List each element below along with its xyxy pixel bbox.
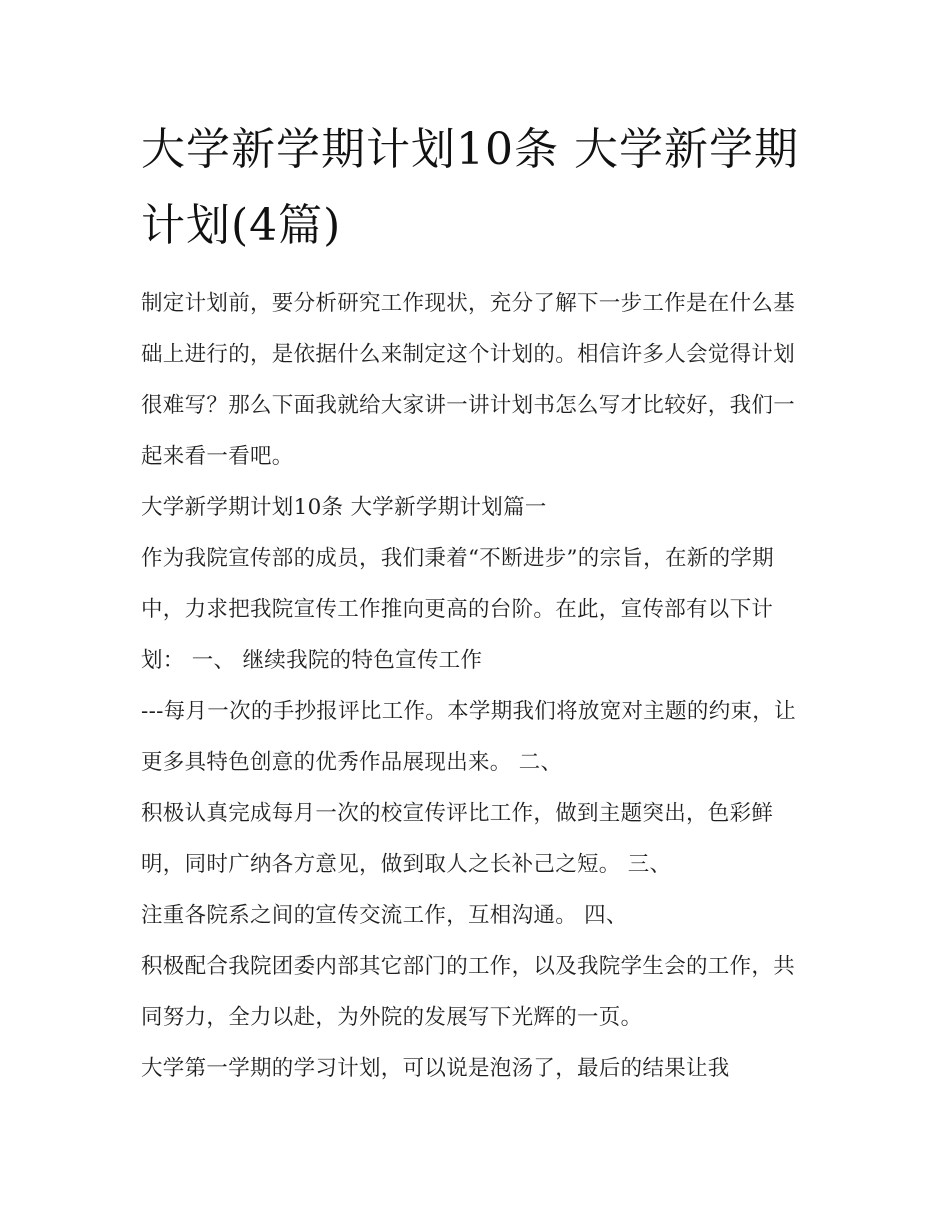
paragraph-plan-item-4: 积极配合我院团委内部其它部门的工作，以及我院学生会的工作，共同努力，全力以赴，为外院的发展写下光辉的一页。 bbox=[141, 954, 796, 1030]
paragraph-intro: 制定计划前，要分析研究工作现状，充分了解下一步工作是在什么基础上进行的，是依据什么来制定这个计划的。相信许多人会觉得计划很难写？那么下面我就给大家讲一讲计划书怎么写才比较好，我们一起来看一看吧。 bbox=[141, 291, 796, 469]
document-content bbox=[141, 112, 813, 1094]
paragraph-plan-intro: 作为我院宣传部的成员，我们秉着“不断进步”的宗旨，在新的学期中，力求把我院宣传工作推向更高的台阶。在此，宣传部有以下计划： 一、 继续我院的特色宣传工作 bbox=[141, 546, 774, 673]
paragraph-plan-item-3: 注重各院系之间的宣传交流工作，互相沟通。 四、 bbox=[141, 903, 628, 928]
document-body bbox=[141, 278, 813, 1094]
document-title bbox=[141, 112, 813, 264]
document-title-text: 大学新学期计划10条 大学新学期计划(4篇) bbox=[141, 124, 799, 251]
paragraph-plan-item-1: ---每月一次的手抄报评比工作。本学期我们将放宽对主题的约束，让更多具特色创意的优秀作品展现出来。 二、 bbox=[141, 699, 796, 775]
section-heading-1: 大学新学期计划10条 大学新学期计划篇一 bbox=[141, 495, 547, 520]
paragraph-study-plan: 大学第一学期的学习计划，可以说是泡汤了，最后的结果让我 bbox=[141, 1056, 730, 1081]
paragraph-plan-item-2: 积极认真完成每月一次的校宣传评比工作，做到主题突出，色彩鲜明，同时广纳各方意见，做到取人之长补己之短。 三、 bbox=[141, 801, 774, 877]
